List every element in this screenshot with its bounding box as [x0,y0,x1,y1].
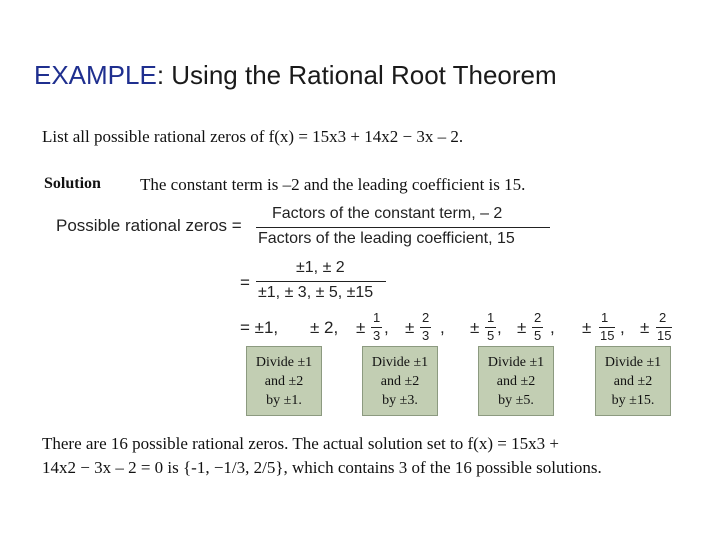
second-fraction-numerator: ±1, ± 2 [296,259,345,276]
frac-den: 5 [534,328,542,343]
comma: , [497,318,502,337]
solution-label: Solution [44,175,101,192]
comma: , [620,318,625,337]
frac-num: 2 [422,310,430,325]
title-rest: : Using the Rational Root Theorem [156,60,557,90]
callout-line-3: by ±5. [498,393,534,408]
task-statement: List all possible rational zeros of f(x) = 15x3 + 14x2 − 3x – 2. [42,127,464,146]
frac-num: 1 [601,310,609,325]
callout-line-3: by ±3. [382,393,418,408]
callout-line-2: and ±2 [496,374,536,389]
frac-num: 1 [373,310,381,325]
frac-num: 2 [534,310,542,325]
second-fraction-bar [256,281,386,282]
callout-line-1: Divide ±1 [371,355,429,370]
comma: , [550,318,555,337]
callout-line-2: and ±2 [613,374,653,389]
list-start: = ±1, [240,318,279,337]
frac-den: 15 [657,328,672,343]
pm-sign: ± [517,318,527,337]
frac-num: 1 [487,310,495,325]
solution-text: The constant term is –2 and the leading coefficient is 15. [140,175,526,194]
possible-rational-zeros-label: Possible rational zeros = [56,216,242,235]
comma: , [440,318,445,337]
equals-sign-2: = [240,273,250,292]
callout-line-2: and ±2 [380,374,420,389]
pm-sign: ± [640,318,650,337]
pm-sign: ± [470,318,480,337]
callout-box-divide-by-3 [362,346,438,416]
frac-num: 2 [659,310,667,325]
fraction-bar [256,227,550,228]
callout-line-1: Divide ±1 [487,355,545,370]
callout-line-3: by ±15. [611,393,655,408]
comma: , [384,318,389,337]
frac-den: 3 [422,328,430,343]
callout-line-3: by ±1. [266,393,302,408]
callout-box-divide-by-5 [478,346,554,416]
conclusion-line-2: 14x2 − 3x – 2 = 0 is {-1, −1/3, 2/5}, which contains 3 of the 16 possible solutions. [42,458,602,477]
slide-title [34,60,557,91]
pm-sign: ± [582,318,592,337]
second-fraction-denominator: ±1, ± 3, ± 5, ±15 [258,284,374,301]
callout-line-1: Divide ±1 [604,355,662,370]
callout-line-2: and ±2 [264,374,304,389]
fraction-denominator: Factors of the leading coefficient, 15 [258,230,515,247]
frac-den: 5 [487,328,495,343]
list-pm2: ± 2, [310,318,339,337]
callout-box-divide-by-15 [595,346,671,416]
conclusion-line-1: There are 16 possible rational zeros. The actual solution set to f(x) = 15x3 + [42,434,559,453]
fraction-numerator: Factors of the constant term, – 2 [272,205,503,222]
frac-den: 3 [373,328,381,343]
pm-sign: ± [405,318,415,337]
frac-den: 15 [600,328,615,343]
title-keyword: EXAMPLE [34,60,157,90]
callout-box-divide-by-1 [246,346,322,416]
pm-sign: ± [356,318,366,337]
callout-line-1: Divide ±1 [255,355,313,370]
